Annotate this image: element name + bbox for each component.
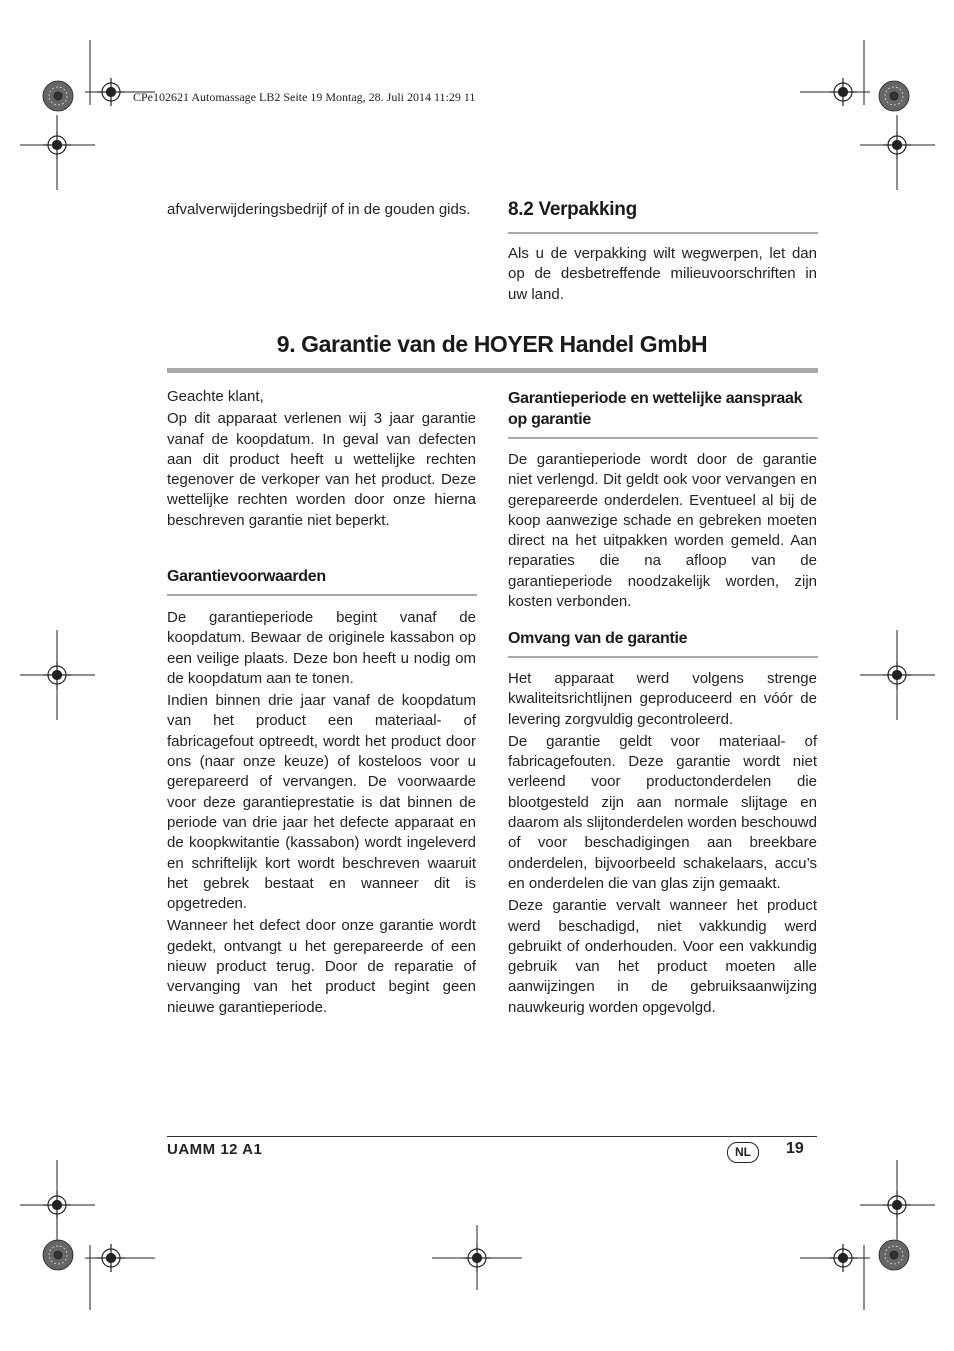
heading-garantievoorwaarden: Garantievoorwaarden — [167, 568, 326, 585]
right-column-body-1 — [508, 450, 817, 612]
footer-rule — [167, 1136, 817, 1137]
paragraph: Wanneer het defect door onze garantie wordt gedekt, ontvangt u het gerepareerde of een nieuw product terug. Door de reparatie of vervanging van het product begint geen nieuwe garantieperiode. — [167, 917, 476, 1016]
section-heading-8-2: 8.2 Verpakking — [508, 199, 637, 220]
print-slug: CPe102621 Automassage LB2 Seite 19 Montag, 28. Juli 2014 11:29 11 — [133, 90, 476, 104]
salutation: Geachte klant, — [167, 388, 264, 405]
heading-rule — [167, 594, 477, 596]
page-number: 19 — [786, 1140, 804, 1157]
heading-rule — [508, 437, 818, 439]
paragraph: De garantieperiode wordt door de garantie niet verlengd. Dit geldt ook voor vervangen en gerepareerde onderdelen. Eventueel al bij de koop aanwezige schade en gebreken moeten direct na het uitpakken worden gemeld. Aan reparaties die na afloop van de garantieperiode noodzakelijk worden, zijn kosten verbonden. — [508, 451, 817, 611]
left-column-intro — [167, 387, 476, 531]
right-column-body-2 — [508, 669, 817, 1018]
page-title: 9. Garantie van de HOYER Handel GmbH — [276, 331, 708, 357]
heading-rule — [508, 656, 818, 658]
title-rule — [167, 368, 818, 373]
paragraph: De garantie geldt voor materiaal- of fabricagefouten. Deze garantie wordt niet verleend voor productonderdelen die blootgesteld zijn aan normale slijtage en daarom als slijtonderdelen worden beschouwd of voor beschadigingen aan breekbare onderdelen, bijvoorbeeld schakelaars, accu’s en onderdelen die van glas zijn gemaakt. — [508, 732, 817, 892]
top-right-column — [508, 200, 817, 220]
paragraph: Deze garantie vervalt wanneer het product werd beschadigd, niet vakkundig werd gebruikt of onderhouden. Voor een vakkundig gebruik van het product moeten alle aanwijzingen in de gebruiksaanwijzing nauwkeurig worden opgevolgd. — [508, 897, 817, 1016]
continuation-text: afvalverwijderingsbedrijf of in de gouden gids. — [167, 201, 471, 218]
top-left-column — [167, 200, 476, 220]
paragraph: Het apparaat werd volgens strenge kwaliteitsrichtlijnen geproduceerd en vóór de levering zorgvuldig gecontroleerd. — [508, 670, 817, 728]
model-number: UAMM 12 A1 — [167, 1141, 263, 1158]
language-badge: NL — [727, 1142, 759, 1163]
verpakking-text: Als u de verpakking wilt wegwerpen, let dan op de desbetreffende milieuvoorschriften in uw land. — [508, 245, 817, 303]
heading-garantieperiode: Garantieperiode en wettelijke aanspraak op garantie — [508, 390, 803, 428]
heading-rule — [508, 232, 818, 234]
left-column-body — [167, 608, 476, 1018]
paragraph: Indien binnen drie jaar vanaf de koopdatum van het product een materiaal- of fabricagefout optreedt, wordt het product door ons (naar onze keuze) of kosteloos voor u gerepareerd of vervangen. De voorwaarde voor deze garantieprestatie is dat binnen de periode van drie jaar het defecte apparaat en de koopkwitantie (kassabon) wordt ingeleverd en schriftelijk kort wordt beschreven waaruit het gebrek bestaat en wanneer dit is opgetreden. — [167, 692, 476, 913]
heading-omvang: Omvang van de garantie — [508, 630, 688, 647]
paragraph: De garantieperiode begint vanaf de koopdatum. Bewaar de originele kassabon op een veilige plaats. Deze bon heeft u nodig om de koopdatum aan te tonen. — [167, 609, 476, 687]
intro-paragraph: Op dit apparaat verlenen wij 3 jaar garantie vanaf de koopdatum. In geval van defecten aan dit product heeft u wettelijke rechten tegenover de verkoper van het product. Deze wettelijke rechten worden door onze hierna beschreven garantie niet beperkt. — [167, 410, 476, 529]
verpakking-body — [508, 244, 817, 305]
